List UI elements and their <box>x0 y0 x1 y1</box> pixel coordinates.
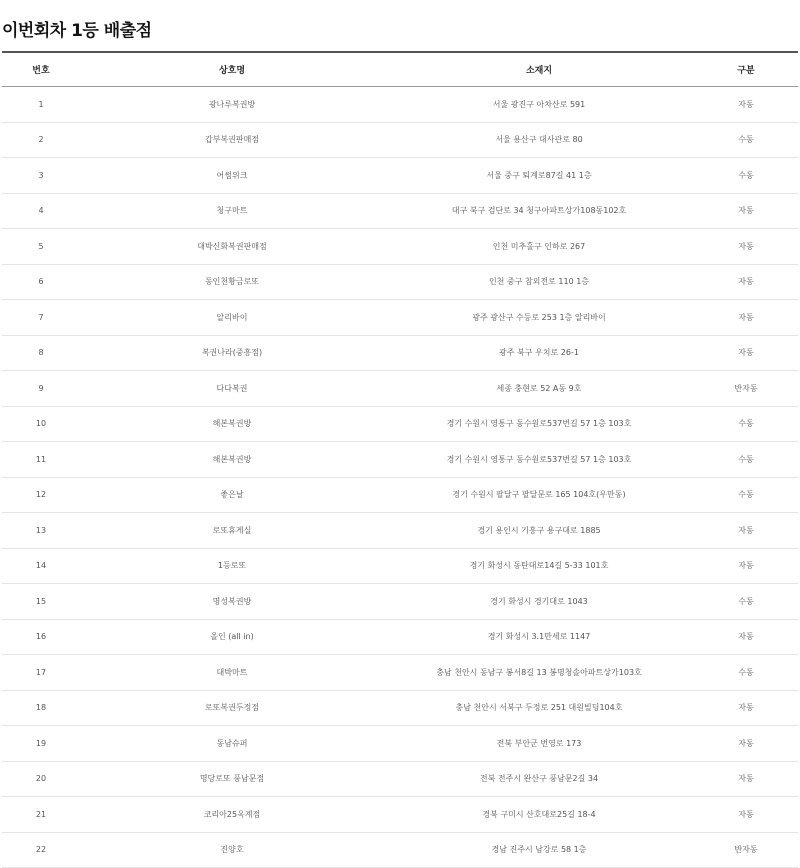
table-row <box>2 832 798 868</box>
cell-no: 19 <box>2 726 80 762</box>
cell-type: 자동 <box>694 335 798 371</box>
table-row <box>2 335 798 371</box>
cell-no: 17 <box>2 655 80 691</box>
cell-type: 자동 <box>694 761 798 797</box>
cell-no: 20 <box>2 761 80 797</box>
cell-store-name: 좋은날 <box>80 477 384 513</box>
cell-address: 전북 전주시 완산구 풍남문2길 34 <box>384 761 694 797</box>
table-row <box>2 264 798 300</box>
cell-type: 반자동 <box>694 371 798 407</box>
table-row <box>2 229 798 265</box>
cell-store-name: 갑부복권판매점 <box>80 122 384 158</box>
cell-type: 자동 <box>694 513 798 549</box>
table-row <box>2 513 798 549</box>
table-row <box>2 797 798 833</box>
cell-no: 12 <box>2 477 80 513</box>
table-row <box>2 122 798 158</box>
cell-type: 수동 <box>694 158 798 194</box>
cell-no: 11 <box>2 442 80 478</box>
table-header <box>2 52 798 87</box>
cell-address: 충남 천안시 동남구 봉서8길 13 봉명청솔아파트상가103호 <box>384 655 694 691</box>
cell-store-name: 올인 (all in) <box>80 619 384 655</box>
cell-address: 경남 진주시 남강로 58 1층 <box>384 832 694 868</box>
cell-type: 수동 <box>694 584 798 620</box>
cell-type: 자동 <box>694 726 798 762</box>
cell-type: 자동 <box>694 300 798 336</box>
cell-type: 수동 <box>694 122 798 158</box>
cell-store-name: 로또복권두정점 <box>80 690 384 726</box>
cell-no: 21 <box>2 797 80 833</box>
cell-address: 경기 수원시 영통구 동수원로537번길 57 1층 103호 <box>384 406 694 442</box>
cell-address: 인천 미추홀구 인하로 267 <box>384 229 694 265</box>
table-row <box>2 371 798 407</box>
cell-type: 자동 <box>694 619 798 655</box>
cell-type: 수동 <box>694 477 798 513</box>
cell-type: 자동 <box>694 548 798 584</box>
cell-store-name: 대박마트 <box>80 655 384 691</box>
cell-type: 반자동 <box>694 832 798 868</box>
cell-address: 경기 수원시 영통구 동수원로537번길 57 1층 103호 <box>384 442 694 478</box>
cell-type: 수동 <box>694 655 798 691</box>
cell-store-name: 코리아25옥계점 <box>80 797 384 833</box>
cell-address: 광주 북구 우치로 26-1 <box>384 335 694 371</box>
cell-no: 8 <box>2 335 80 371</box>
cell-no: 9 <box>2 371 80 407</box>
cell-type: 수동 <box>694 406 798 442</box>
cell-store-name: 명성복권방 <box>80 584 384 620</box>
header-address: 소재지 <box>384 52 694 87</box>
cell-no: 3 <box>2 158 80 194</box>
cell-no: 4 <box>2 193 80 229</box>
cell-store-name: 진양호 <box>80 832 384 868</box>
cell-store-name: 동남슈퍼 <box>80 726 384 762</box>
cell-address: 서울 광진구 아차산로 591 <box>384 87 694 123</box>
table-row <box>2 726 798 762</box>
table-body <box>2 87 798 868</box>
cell-no: 10 <box>2 406 80 442</box>
header-type: 구분 <box>694 52 798 87</box>
cell-store-name: 명당로또 풍남문점 <box>80 761 384 797</box>
cell-type: 자동 <box>694 690 798 726</box>
table-row <box>2 761 798 797</box>
header-no: 번호 <box>2 52 80 87</box>
cell-type: 자동 <box>694 193 798 229</box>
cell-type: 자동 <box>694 87 798 123</box>
cell-store-name: 대박신화복권판매점 <box>80 229 384 265</box>
table-row <box>2 548 798 584</box>
cell-address: 서울 중구 퇴계로87길 41 1층 <box>384 158 694 194</box>
cell-type: 자동 <box>694 229 798 265</box>
cell-type: 수동 <box>694 442 798 478</box>
cell-address: 서울 용산구 대사관로 80 <box>384 122 694 158</box>
cell-address: 경북 구미시 산호대로25길 18-4 <box>384 797 694 833</box>
cell-no: 7 <box>2 300 80 336</box>
table-row <box>2 406 798 442</box>
cell-address: 광주 광산구 수등로 253 1층 알리바이 <box>384 300 694 336</box>
cell-store-name: 해본복권방 <box>80 442 384 478</box>
cell-no: 5 <box>2 229 80 265</box>
header-row <box>2 52 798 87</box>
table-row <box>2 442 798 478</box>
table-row <box>2 87 798 123</box>
table-row <box>2 477 798 513</box>
cell-no: 16 <box>2 619 80 655</box>
cell-no: 13 <box>2 513 80 549</box>
cell-store-name: 어썸위크 <box>80 158 384 194</box>
cell-type: 자동 <box>694 797 798 833</box>
cell-address: 세종 충현로 52 A동 9호 <box>384 371 694 407</box>
cell-store-name: 복권나라(중흥점) <box>80 335 384 371</box>
page-title: 이번회차 1등 배출점 <box>2 21 152 41</box>
table-row <box>2 584 798 620</box>
cell-no: 2 <box>2 122 80 158</box>
table-row <box>2 619 798 655</box>
cell-store-name: 해본복권방 <box>80 406 384 442</box>
table-row <box>2 655 798 691</box>
cell-no: 15 <box>2 584 80 620</box>
cell-no: 18 <box>2 690 80 726</box>
winning-stores-table-container <box>2 51 798 868</box>
table-row <box>2 300 798 336</box>
cell-address: 충남 천안시 서북구 두정로 251 대원빌딩104호 <box>384 690 694 726</box>
cell-store-name: 청구마트 <box>80 193 384 229</box>
cell-address: 경기 용인시 기흥구 용구대로 1885 <box>384 513 694 549</box>
cell-store-name: 로또휴게실 <box>80 513 384 549</box>
cell-address: 인천 중구 참외전로 110 1층 <box>384 264 694 300</box>
table-row <box>2 193 798 229</box>
cell-no: 22 <box>2 832 80 868</box>
cell-type: 자동 <box>694 264 798 300</box>
cell-store-name: 동인천황금로또 <box>80 264 384 300</box>
cell-address: 전북 부안군 번영로 173 <box>384 726 694 762</box>
cell-no: 14 <box>2 548 80 584</box>
cell-address: 경기 화성시 동탄대로14길 5-33 101호 <box>384 548 694 584</box>
cell-store-name: 다다복권 <box>80 371 384 407</box>
cell-address: 대구 북구 검단로 34 청구아파트상가108동102호 <box>384 193 694 229</box>
winning-stores-table <box>2 51 798 868</box>
cell-store-name: 광나루복권방 <box>80 87 384 123</box>
cell-address: 경기 수원시 팔달구 팔달문로 165 104호(우만동) <box>384 477 694 513</box>
cell-store-name: 알리바이 <box>80 300 384 336</box>
header-store-name: 상호명 <box>80 52 384 87</box>
table-row <box>2 158 798 194</box>
cell-no: 1 <box>2 87 80 123</box>
table-row <box>2 690 798 726</box>
cell-no: 6 <box>2 264 80 300</box>
cell-address: 경기 화성시 3.1만세로 1147 <box>384 619 694 655</box>
cell-store-name: 1등로또 <box>80 548 384 584</box>
cell-address: 경기 화성시 경기대로 1043 <box>384 584 694 620</box>
